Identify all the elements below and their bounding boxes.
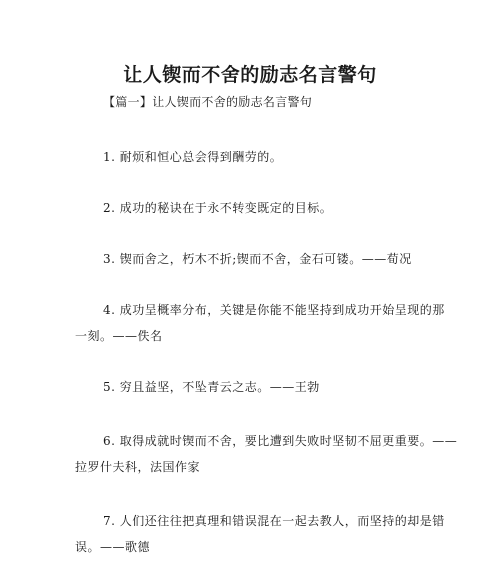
section-heading: 【篇一】让人锲而不舍的励志名言警句 — [103, 95, 313, 109]
quote-6-line-1: 6. 取得成就时锲而不舍，要比遭到失败时坚韧不屈更重要。—— — [103, 434, 458, 448]
quote-4-line-2: 一刻。——佚名 — [75, 329, 163, 343]
quote-2-line-1: 2. 成功的秘诀在于永不转变既定的目标。 — [103, 201, 333, 215]
quote-3-line-1: 3. 锲而舍之，朽木不折;锲而不舍，金石可镂。——荀况 — [103, 252, 412, 266]
quote-1-line-1: 1. 耐烦和恒心总会得到酬劳的。 — [103, 150, 283, 164]
quote-4-line-1: 4. 成功呈概率分布，关键是你能不能坚持到成功开始呈现的那 — [103, 303, 445, 317]
quote-5-line-1: 5. 穷且益坚，不坠青云之志。——王勃 — [103, 380, 320, 394]
quote-7-line-2: 误。——歌德 — [75, 540, 151, 554]
quote-6-line-2: 拉罗什夫科，法国作家 — [75, 460, 201, 474]
document-title: 让人锲而不舍的励志名言警句 — [123, 64, 377, 86]
quote-7-line-1: 7. 人们还往往把真理和错误混在一起去教人，而坚持的却是错 — [103, 514, 445, 528]
